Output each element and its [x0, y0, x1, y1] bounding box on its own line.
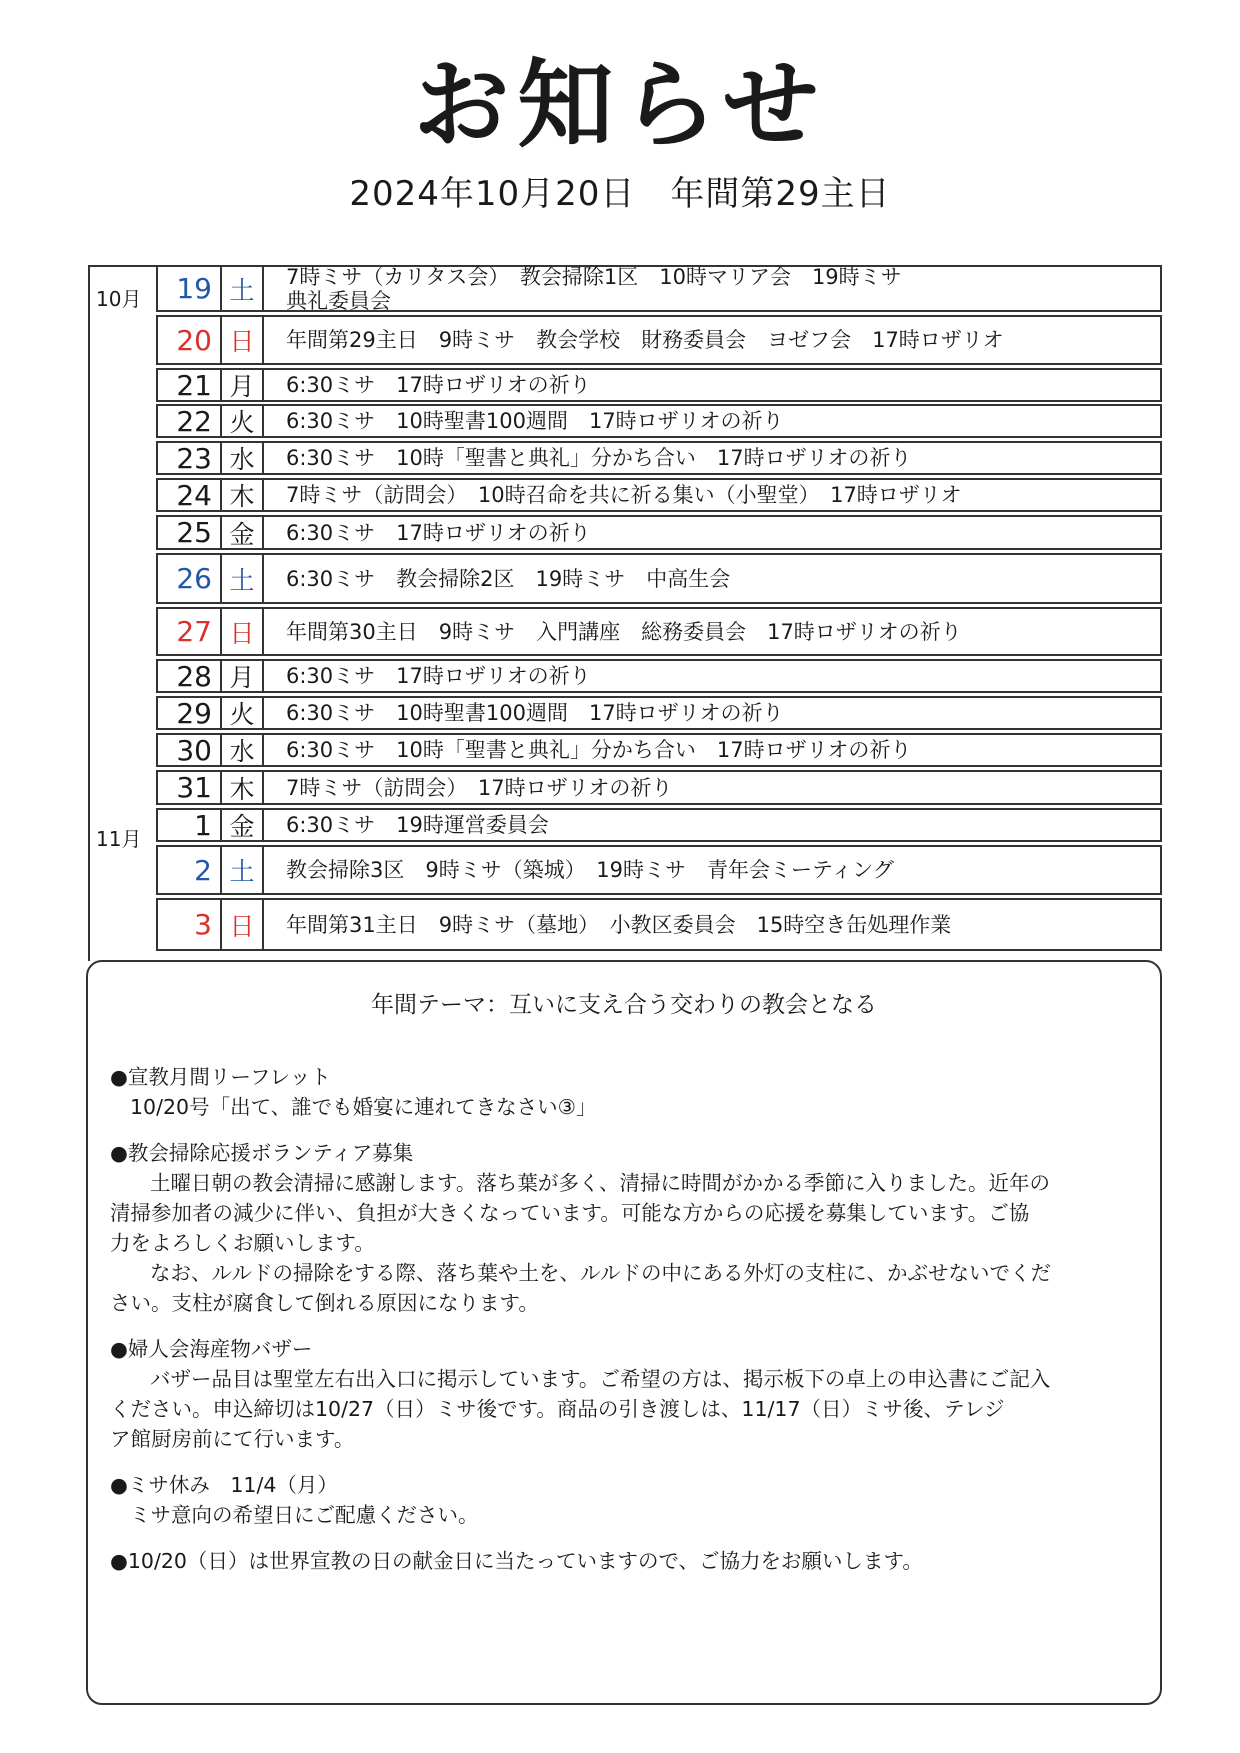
events [286, 847, 1152, 893]
event-line: 6:30ミサ 19時運営委員会 [286, 813, 549, 837]
events [286, 555, 1152, 602]
paragraph-line: バザー品目は聖堂左右出入口に掲示しています。ご希望の方は、掲示板下の卓上の申込書にご記入 [150, 1367, 1051, 1391]
event-line: 7時ミサ（訪問会） 10時召命を共に祈る集い（小聖堂） 17時ロザリオ [286, 483, 962, 507]
schedule-row [156, 770, 1162, 805]
weekday: 火 [222, 698, 264, 728]
event-line: 教会掃除3区 9時ミサ（築城） 19時ミサ 青年会ミーティング [286, 858, 894, 882]
day-number: 29 [156, 698, 222, 728]
event-line: 6:30ミサ 10時「聖書と典礼」分かち合い 17時ロザリオの祈り [286, 738, 912, 762]
weekday: 土 [222, 555, 264, 602]
weekday: 月 [222, 661, 264, 691]
events [286, 480, 1152, 510]
events [286, 698, 1152, 728]
weekday: 土 [222, 267, 264, 310]
day-number: 3 [156, 900, 222, 949]
schedule-row [156, 607, 1162, 656]
weekday: 日 [222, 317, 264, 363]
events [286, 264, 1152, 313]
schedule-row [156, 265, 1162, 312]
event-line: 7時ミサ（訪問会） 17時ロザリオの祈り [286, 775, 673, 800]
weekday: 木 [222, 480, 264, 510]
events [286, 370, 1152, 400]
notice-section [110, 1546, 1146, 1576]
section-paragraph [110, 1364, 1146, 1454]
event-line: 年間第31主日 9時ミサ（墓地） 小教区委員会 15時空き缶処理作業 [286, 912, 952, 937]
event-line: 年間第29主日 9時ミサ 教会学校 財務委員会 ヨゼフ会 17時ロザリオ [286, 328, 1004, 352]
schedule-row [156, 659, 1162, 693]
events [286, 810, 1152, 840]
notice-section [110, 1470, 1146, 1530]
weekday: 日 [222, 900, 264, 949]
section-heading: ●10/20（日）は世界宣教の日の献金日に当たっていますので、ご協力をお願いします。 [110, 1549, 923, 1573]
paragraph-line: 清掃参加者の減少に伴い、負担が大きくなっています。可能な方からの応援を募集しています。ご協 [110, 1201, 1030, 1225]
day-number: 28 [156, 661, 222, 691]
section-line: ミサ意向の希望日にご配慮ください。 [130, 1503, 479, 1527]
day-number: 2 [156, 847, 222, 893]
event-line: 6:30ミサ 10時「聖書と典礼」分かち合い 17時ロザリオの祈り [286, 446, 912, 470]
event-line: 7時ミサ（カリタス会） 教会掃除1区 10時マリア会 19時ミサ [286, 264, 902, 289]
page-title: お知らせ [413, 49, 827, 161]
notice-section [110, 1334, 1146, 1454]
page-subtitle: 2024年10月20日 年間第29主日 [349, 174, 891, 214]
month-label-november: 11月 [96, 827, 142, 851]
section-line: 10/20号「出て、誰でも婚宴に連れてきなさい③」 [130, 1095, 597, 1119]
section-heading: ●婦人会海産物バザー [110, 1337, 313, 1361]
schedule-row [156, 845, 1162, 895]
schedule-table [88, 265, 1162, 961]
schedule-row [156, 515, 1162, 550]
month-label-october: 10月 [96, 287, 142, 311]
event-line: 6:30ミサ 教会掃除2区 19時ミサ 中高生会 [286, 566, 731, 591]
events [286, 900, 1152, 949]
day-number: 22 [156, 406, 222, 436]
schedule-row [156, 808, 1162, 842]
day-number: 23 [156, 443, 222, 473]
paragraph-line: 力をよろしくお願いします。 [110, 1231, 375, 1255]
event-line: 典礼委員会 [286, 288, 391, 313]
event-line: 6:30ミサ 10時聖書100週間 17時ロザリオの祈り [286, 409, 784, 433]
paragraph-line: 土曜日朝の教会清掃に感謝します。落ち葉が多く、清掃に時間がかかる季節に入りました。近年の [150, 1171, 1050, 1195]
schedule-row [156, 553, 1162, 604]
day-number: 26 [156, 555, 222, 602]
event-line: 6:30ミサ 17時ロザリオの祈り [286, 520, 591, 545]
event-line: 6:30ミサ 17時ロザリオの祈り [286, 664, 591, 688]
day-number: 20 [156, 317, 222, 363]
weekday: 木 [222, 772, 264, 803]
schedule-row [156, 478, 1162, 512]
paragraph-line: ア館厨房前にて行います。 [110, 1427, 355, 1451]
section-paragraph [110, 1258, 1146, 1318]
schedule-row [156, 315, 1162, 365]
weekday: 月 [222, 370, 264, 400]
schedule-row [156, 368, 1162, 402]
events [286, 317, 1152, 363]
section-heading: ●教会掃除応援ボランティア募集 [110, 1141, 414, 1165]
events [286, 406, 1152, 436]
weekday: 日 [222, 609, 264, 654]
annual-theme: 年間テーマ：互いに支え合う交わりの教会となる [371, 992, 877, 1018]
events [286, 517, 1152, 548]
events [286, 735, 1152, 765]
day-number: 30 [156, 735, 222, 765]
section-heading: ●宣教月間リーフレット [110, 1065, 331, 1089]
day-number: 21 [156, 370, 222, 400]
schedule-row [156, 696, 1162, 730]
notice-box [86, 960, 1162, 1705]
event-line: 年間第30主日 9時ミサ 入門講座 総務委員会 17時ロザリオの祈り [286, 619, 962, 644]
schedule-row [156, 404, 1162, 438]
paragraph-line: さい。支柱が腐食して倒れる原因になります。 [110, 1291, 539, 1315]
day-number: 27 [156, 609, 222, 654]
table-left-border [88, 265, 90, 961]
events [286, 772, 1152, 803]
event-line: 6:30ミサ 10時聖書100週間 17時ロザリオの祈り [286, 701, 784, 725]
section-heading: ●ミサ休み 11/4（月） [110, 1473, 338, 1497]
day-number: 1 [156, 810, 222, 840]
weekday: 火 [222, 406, 264, 436]
events [286, 609, 1152, 654]
weekday: 金 [222, 517, 264, 548]
weekday: 土 [222, 847, 264, 893]
day-number: 25 [156, 517, 222, 548]
schedule-row [156, 898, 1162, 951]
paragraph-line: なお、ルルドの掃除をする際、落ち葉や土を、ルルドの中にある外灯の支柱に、かぶせないでくだ [150, 1261, 1051, 1285]
day-number: 24 [156, 480, 222, 510]
events [286, 661, 1152, 691]
section-paragraph [110, 1168, 1146, 1258]
day-number: 19 [156, 267, 222, 310]
weekday: 水 [222, 735, 264, 765]
schedule-row [156, 733, 1162, 767]
notice-section [110, 1138, 1146, 1318]
event-line: 6:30ミサ 17時ロザリオの祈り [286, 373, 591, 397]
schedule-row [156, 441, 1162, 475]
events [286, 443, 1152, 473]
weekday: 水 [222, 443, 264, 473]
weekday: 金 [222, 810, 264, 840]
notice-section [110, 1062, 1146, 1122]
paragraph-line: ください。申込締切は10/27（日）ミサ後です。商品の引き渡しは、11/17（日）ミサ後、テレジ [110, 1397, 1005, 1421]
notice-sections [110, 1062, 1146, 1592]
day-number: 31 [156, 772, 222, 803]
